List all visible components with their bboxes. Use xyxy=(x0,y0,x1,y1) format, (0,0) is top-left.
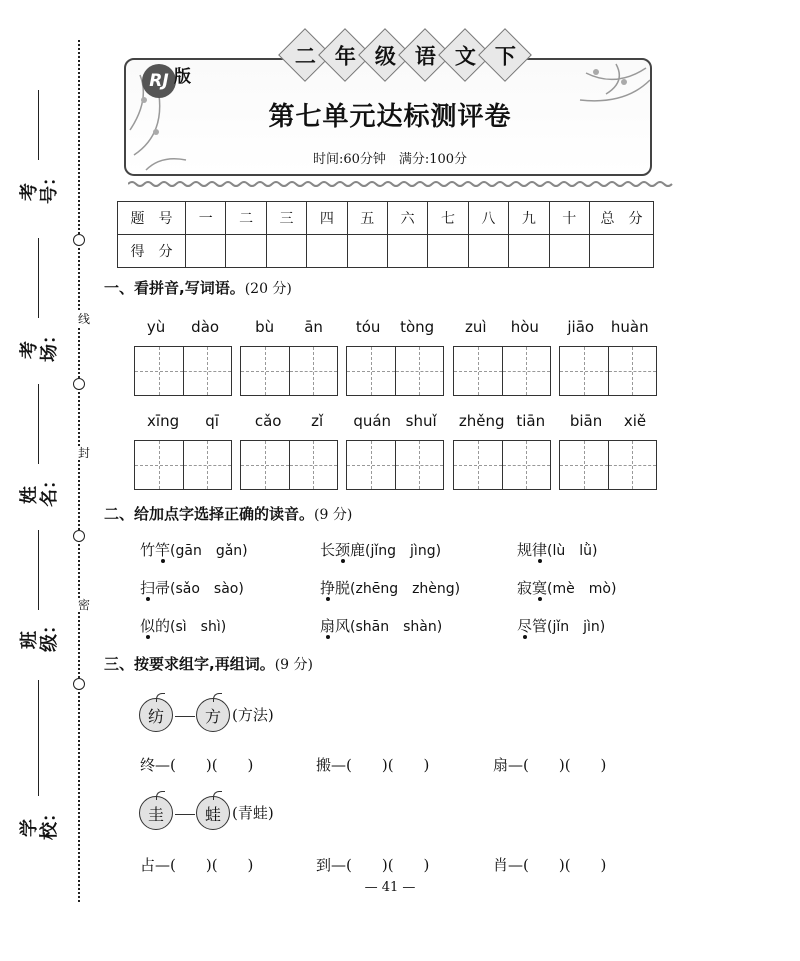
pinyin: zuì xyxy=(465,318,487,336)
field-line xyxy=(38,530,39,610)
writing-cell[interactable] xyxy=(289,441,338,489)
table-row xyxy=(118,235,654,268)
writing-cell[interactable] xyxy=(347,441,395,489)
writing-cell[interactable] xyxy=(241,347,289,395)
writing-cell[interactable] xyxy=(289,347,338,395)
table-header-cell: 四 xyxy=(307,202,347,235)
grade-subject-banner xyxy=(286,36,524,74)
score-table xyxy=(117,201,654,268)
binding-mark-feng: 封 xyxy=(77,446,90,460)
table-header-cell: 五 xyxy=(347,202,387,235)
score-cell[interactable] xyxy=(266,235,306,268)
reading-item: 扫帚(sǎo sào) xyxy=(140,579,244,597)
pinyin: ān xyxy=(304,318,323,336)
writing-cell[interactable] xyxy=(241,441,289,489)
reading-item: 竹竿(gān gǎn) xyxy=(140,541,248,559)
page-title: 第七单元达标测评卷 xyxy=(268,102,512,132)
writing-cell[interactable] xyxy=(608,347,657,395)
pinyin: hòu xyxy=(510,318,539,336)
pinyin-group xyxy=(134,412,232,490)
score-cell[interactable] xyxy=(509,235,549,268)
reading-item: 似的(sì shì) xyxy=(140,617,227,635)
score-cell[interactable] xyxy=(549,235,589,268)
pinyin-group xyxy=(559,412,657,490)
apple-char-icon: 方 xyxy=(196,698,230,732)
score-cell[interactable] xyxy=(590,235,654,268)
fill-item[interactable]: 终—( )( ) xyxy=(140,756,254,774)
writing-cell[interactable] xyxy=(560,441,608,489)
grade-char: 年 xyxy=(334,44,356,68)
grade-char: 下 xyxy=(494,44,516,68)
pinyin-group xyxy=(240,412,338,490)
pinyin: biān xyxy=(569,412,603,430)
edition-suffix: 版 xyxy=(174,67,191,87)
writing-cell[interactable] xyxy=(395,441,444,489)
pinyin: bù xyxy=(255,318,275,336)
fill-item[interactable]: 肖—( )( ) xyxy=(493,856,607,874)
apple-char-icon: 蛙 xyxy=(196,796,230,830)
wavy-divider xyxy=(128,180,674,188)
table-header-cell: 题 号 xyxy=(118,202,186,235)
section-2-title: 二、给加点字选择正确的读音。(9 分) xyxy=(104,505,353,523)
reading-item: 挣脱(zhēng zhèng) xyxy=(320,579,461,597)
fill-item[interactable]: 扇—( )( ) xyxy=(493,756,607,774)
writing-cell[interactable] xyxy=(454,441,502,489)
reading-item: 长颈鹿(jǐng jìng) xyxy=(320,541,442,559)
pinyin-group xyxy=(453,318,551,396)
score-cell[interactable] xyxy=(428,235,468,268)
pinyin: zǐ xyxy=(311,412,324,430)
pinyin: xīng xyxy=(147,412,180,430)
pinyin-group xyxy=(453,412,551,490)
field-exam-room: 考场： xyxy=(19,326,60,362)
grade-char: 二 xyxy=(294,44,316,68)
binding-mark-xian: 线 xyxy=(77,312,90,326)
writing-cell[interactable] xyxy=(135,347,183,395)
pinyin: huàn xyxy=(610,318,649,336)
page-number: — 41 — xyxy=(364,880,416,895)
fill-item[interactable]: 占—( )( ) xyxy=(140,856,254,874)
fill-item[interactable]: 到—( )( ) xyxy=(316,856,430,874)
pinyin: tòng xyxy=(400,318,435,336)
example-word: (青蛙) xyxy=(232,804,274,822)
table-header-cell: 八 xyxy=(468,202,508,235)
score-cell[interactable] xyxy=(347,235,387,268)
reading-item: 尽管(jǐn jìn) xyxy=(517,617,606,635)
pinyin: xiě xyxy=(623,412,647,430)
writing-cell[interactable] xyxy=(560,347,608,395)
score-cell[interactable] xyxy=(226,235,266,268)
pinyin: tiān xyxy=(516,412,546,430)
field-line xyxy=(38,680,39,796)
pinyin-group xyxy=(134,318,232,396)
table-header-cell: 三 xyxy=(266,202,306,235)
apple-char-icon: 圭 xyxy=(139,796,173,830)
exam-time-info: 时间:60分钟 满分:100分 xyxy=(312,152,468,167)
binding-hole xyxy=(73,530,85,542)
pinyin: yù xyxy=(146,318,166,336)
pinyin: qī xyxy=(205,412,219,430)
writing-cell[interactable] xyxy=(608,441,657,489)
writing-cell[interactable] xyxy=(347,347,395,395)
field-class: 班级： xyxy=(19,616,60,652)
field-school: 学校： xyxy=(19,804,60,840)
writing-cell[interactable] xyxy=(454,347,502,395)
table-label-cell: 得 分 xyxy=(118,235,186,268)
field-line xyxy=(38,238,39,318)
fill-item[interactable]: 搬—( )( ) xyxy=(316,756,430,774)
connector-line xyxy=(175,814,195,815)
binding-hole xyxy=(73,378,85,390)
binding-hole xyxy=(73,678,85,690)
table-header-cell: 总 分 xyxy=(590,202,654,235)
pinyin-group xyxy=(346,318,444,396)
section-1-title: 一、看拼音,写词语。(20 分) xyxy=(104,279,292,297)
binding-mark-mi: 密 xyxy=(77,598,90,612)
reading-item: 寂寞(mè mò) xyxy=(517,579,617,597)
table-row xyxy=(118,202,654,235)
reading-item: 规律(lù lǜ) xyxy=(517,541,598,559)
score-cell[interactable] xyxy=(468,235,508,268)
example-word: (方法) xyxy=(232,706,274,724)
writing-cell[interactable] xyxy=(502,347,551,395)
field-line xyxy=(38,90,39,160)
table-header-cell: 二 xyxy=(226,202,266,235)
score-cell[interactable] xyxy=(307,235,347,268)
grade-char: 文 xyxy=(454,44,476,68)
pinyin-group xyxy=(559,318,657,396)
writing-cell[interactable] xyxy=(502,441,551,489)
edition-badge: RJ xyxy=(142,64,176,98)
grade-char: 语 xyxy=(414,44,436,68)
field-line xyxy=(38,384,39,464)
connector-line xyxy=(175,716,195,717)
pinyin: shuǐ xyxy=(405,412,437,430)
score-cell[interactable] xyxy=(186,235,226,268)
pinyin: jiāo xyxy=(567,318,595,336)
reading-item: 扇风(shān shàn) xyxy=(320,617,443,635)
field-name: 姓名： xyxy=(19,471,60,507)
pinyin-group xyxy=(346,412,444,490)
writing-cell[interactable] xyxy=(183,441,232,489)
field-exam-number: 考号： xyxy=(19,168,60,204)
table-header-cell: 九 xyxy=(509,202,549,235)
writing-cell[interactable] xyxy=(183,347,232,395)
grade-char: 级 xyxy=(374,44,396,68)
apple-char-icon: 纺 xyxy=(139,698,173,732)
table-header-cell: 一 xyxy=(186,202,226,235)
pinyin: quán xyxy=(353,412,392,430)
binding-hole xyxy=(73,234,85,246)
section-3-title: 三、按要求组字,再组词。(9 分) xyxy=(104,655,313,673)
pinyin-group xyxy=(240,318,338,396)
pinyin: dào xyxy=(191,318,220,336)
table-header-cell: 十 xyxy=(549,202,589,235)
binding-dotted-line xyxy=(78,40,80,902)
table-header-cell: 六 xyxy=(387,202,427,235)
score-cell[interactable] xyxy=(387,235,427,268)
writing-cell[interactable] xyxy=(135,441,183,489)
table-header-cell: 七 xyxy=(428,202,468,235)
writing-cell[interactable] xyxy=(395,347,444,395)
pinyin: tóu xyxy=(355,318,381,336)
pinyin: cǎo xyxy=(254,412,282,430)
pinyin: zhěng xyxy=(458,412,505,430)
